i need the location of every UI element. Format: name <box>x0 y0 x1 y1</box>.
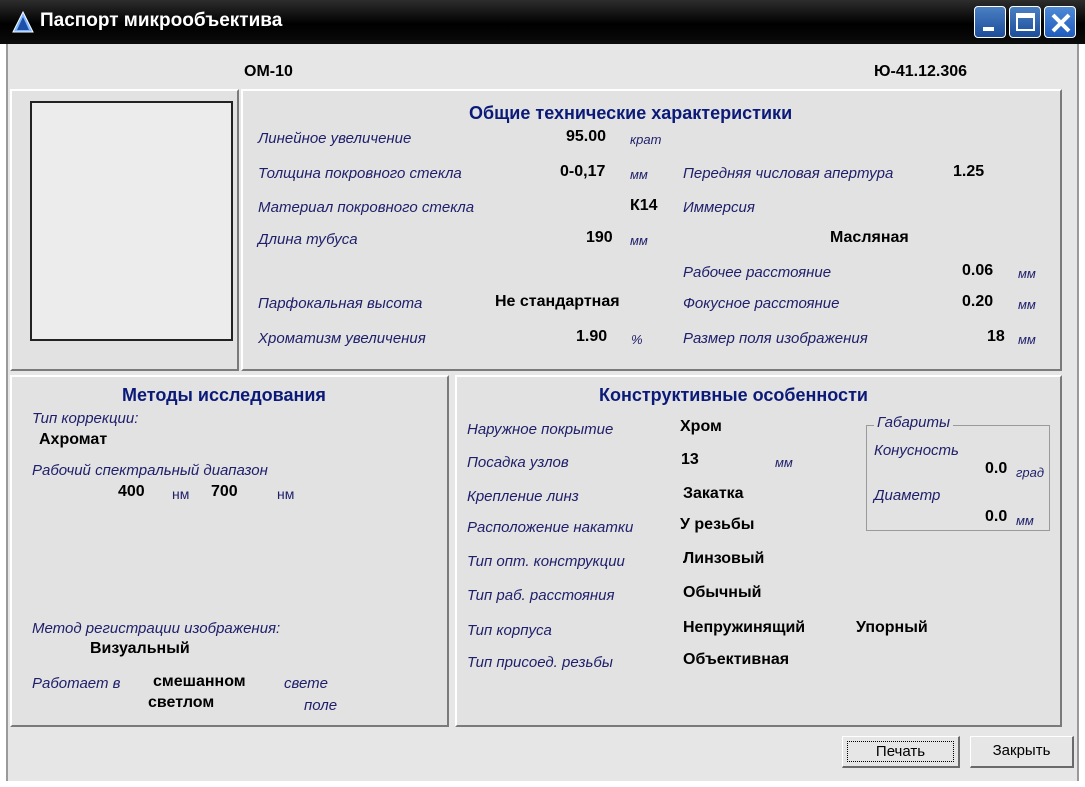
dimensions-group-title: Габариты <box>874 415 953 430</box>
cover-glass-thickness-unit: мм <box>630 167 648 182</box>
cover-glass-material-value: К14 <box>630 197 658 214</box>
spectral-range-from: 400 <box>118 483 145 500</box>
tube-length-unit: мм <box>630 233 648 248</box>
design-header: Конструктивные особенности <box>599 385 868 405</box>
close-icon <box>1045 7 1077 39</box>
registration-method-value: Визуальный <box>90 640 190 657</box>
linear-magnification-value: 95.00 <box>566 128 607 145</box>
minimize-button[interactable] <box>974 6 1006 38</box>
diameter-label: Диаметр <box>874 487 941 504</box>
body-type-value-2: Упорный <box>856 619 928 636</box>
parfocal-height-label: Парфокальная высота <box>258 295 423 312</box>
chromatism-unit: % <box>631 332 643 347</box>
focal-distance-value: 0.20 <box>962 293 994 310</box>
image-field-size-label: Размер поля изображения <box>683 330 868 347</box>
model-name: ОМ-10 <box>244 63 293 80</box>
cover-glass-thickness-value: 0-0,17 <box>560 163 606 180</box>
body-type-value: Непружинящий <box>683 619 806 636</box>
close-button[interactable]: Закрыть <box>970 736 1074 768</box>
objective-photo <box>30 101 233 341</box>
linear-magnification-label: Линейное увеличение <box>258 130 412 147</box>
works-in-label: Работает в <box>32 675 121 692</box>
immersion-label: Иммерсия <box>683 199 755 216</box>
chromatism-value: 1.90 <box>576 328 608 345</box>
spectral-range-label: Рабочий спектральный диапазон <box>32 462 268 479</box>
chromatism-label: Хроматизм увеличения <box>258 330 426 347</box>
light-label: свете <box>284 675 329 692</box>
body-type-label: Тип корпуса <box>467 622 552 639</box>
microscope-app-icon <box>12 11 34 33</box>
thread-type-label: Тип присоед. резьбы <box>467 654 613 671</box>
lens-mount-label: Крепление линз <box>467 488 579 505</box>
working-distance-type-value: Обычный <box>683 584 762 601</box>
registration-method-label: Метод регистрации изображения: <box>32 620 281 637</box>
window-title: Паспорт микрообъектива <box>40 10 283 31</box>
lens-mount-value: Закатка <box>683 485 744 502</box>
working-distance-label: Рабочее расстояние <box>683 264 832 281</box>
catalog-code: Ю-41.12.306 <box>874 63 968 80</box>
outer-coating-value: Хром <box>680 418 722 435</box>
correction-type-value: Ахромат <box>39 431 108 448</box>
minimize-icon <box>975 7 1007 39</box>
linear-magnification-unit: крат <box>630 132 662 147</box>
tube-length-value: 190 <box>586 229 613 246</box>
outer-coating-label: Наружное покрытие <box>467 421 614 438</box>
parfocal-height-value: Не стандартная <box>495 293 620 310</box>
methods-header: Методы исследования <box>122 385 326 405</box>
spectral-range-unit-1: нм <box>172 486 190 502</box>
taper-unit: град <box>1016 465 1045 480</box>
working-distance-value: 0.06 <box>962 262 994 279</box>
general-header: Общие технические характеристики <box>469 103 793 123</box>
node-fit-unit: мм <box>775 455 793 470</box>
numerical-aperture-value: 1.25 <box>953 163 985 180</box>
light-value: смешанном <box>153 673 246 690</box>
title-bar[interactable] <box>0 0 1085 44</box>
spectral-range-unit-2: нм <box>277 486 295 502</box>
working-distance-type-label: Тип раб. расстояния <box>467 587 615 604</box>
close-window-button[interactable] <box>1044 6 1076 38</box>
tube-length-label: Длина тубуса <box>258 231 358 248</box>
optical-design-value: Линзовый <box>683 550 765 567</box>
focal-distance-unit: мм <box>1018 297 1036 312</box>
print-button-label: Печать <box>847 741 954 762</box>
cover-glass-material-label: Материал покровного стекла <box>258 199 475 216</box>
taper-label: Конусность <box>874 442 959 459</box>
spectral-range-to: 700 <box>211 483 238 500</box>
print-button[interactable] <box>842 736 960 768</box>
node-fit-value: 13 <box>681 451 699 468</box>
diameter-value: 0.0 <box>985 508 1008 525</box>
knurl-position-value: У резьбы <box>680 516 755 533</box>
numerical-aperture-label: Передняя числовая апертура <box>683 165 894 182</box>
immersion-value: Масляная <box>830 229 909 246</box>
taper-value: 0.0 <box>985 460 1008 477</box>
knurl-position-label: Расположение накатки <box>467 519 634 536</box>
field-value: светлом <box>148 694 215 711</box>
thread-type-value: Объективная <box>683 651 790 668</box>
focal-distance-label: Фокусное расстояние <box>683 295 840 312</box>
image-field-size-value: 18 <box>987 328 1005 345</box>
image-field-size-unit: мм <box>1018 332 1036 347</box>
correction-type-label: Тип коррекции: <box>32 410 139 427</box>
maximize-button[interactable] <box>1009 6 1041 38</box>
cover-glass-thickness-label: Толщина покровного стекла <box>258 165 462 182</box>
node-fit-label: Посадка узлов <box>467 454 569 471</box>
optical-design-label: Тип опт. конструкции <box>467 553 625 570</box>
working-distance-unit: мм <box>1018 266 1036 281</box>
maximize-icon <box>1010 7 1042 39</box>
field-label: поле <box>304 697 338 714</box>
diameter-unit: мм <box>1016 513 1034 528</box>
